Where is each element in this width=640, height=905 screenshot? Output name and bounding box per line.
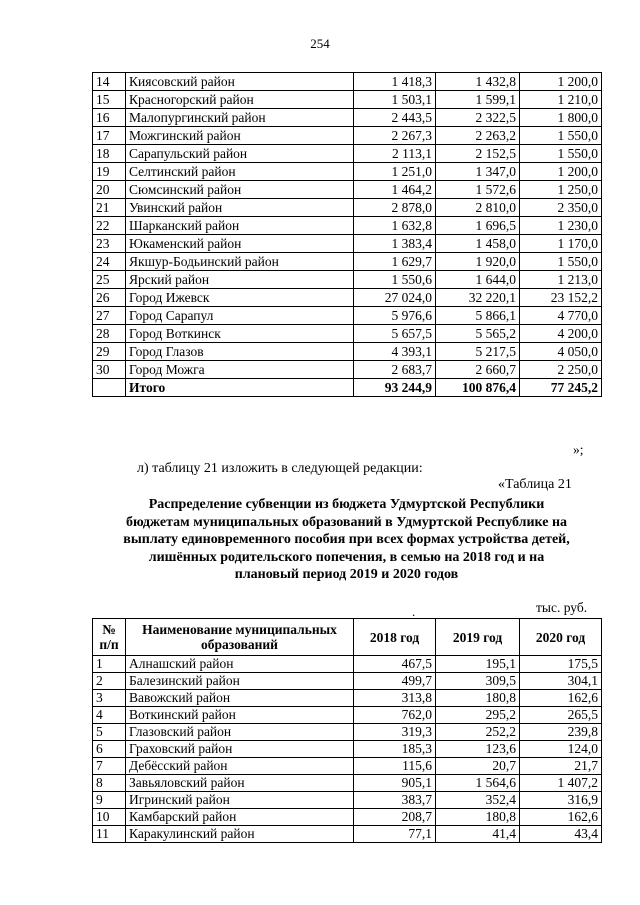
value-2019: 123,6 <box>436 741 520 758</box>
table-row <box>93 343 602 361</box>
value-2020: 162,6 <box>520 809 602 826</box>
total-label: Итого <box>126 379 354 397</box>
value-2018: 2 113,1 <box>354 145 436 163</box>
title-line: лишённых родительского попечения, в семью на 2018 год и на <box>148 549 545 565</box>
value-2020: 304,1 <box>520 673 602 690</box>
value-2018: 762,0 <box>354 707 436 724</box>
row-number: 16 <box>93 109 126 127</box>
value-2018: 905,1 <box>354 775 436 792</box>
table-row <box>93 809 602 826</box>
table-row <box>93 217 602 235</box>
table-row <box>93 741 602 758</box>
value-2018: 2 683,7 <box>354 361 436 379</box>
value-2019: 252,2 <box>436 724 520 741</box>
row-number: 22 <box>93 217 126 235</box>
row-number: 24 <box>93 253 126 271</box>
row-number: 27 <box>93 307 126 325</box>
value-2019: 309,5 <box>436 673 520 690</box>
municipality-name: Шарканский район <box>126 217 354 235</box>
table-title <box>92 496 601 584</box>
value-2019: 5 565,2 <box>436 325 520 343</box>
row-number: 23 <box>93 235 126 253</box>
value-2018: 319,3 <box>354 724 436 741</box>
value-2020: 1 170,0 <box>520 235 602 253</box>
municipality-name: Селтинский район <box>126 163 354 181</box>
municipality-name: Игринский район <box>126 792 354 809</box>
table-row <box>93 91 602 109</box>
municipality-name: Увинский район <box>126 199 354 217</box>
municipality-name: Киясовский район <box>126 73 354 91</box>
table-number-label: «Таблица 21 <box>498 477 572 492</box>
row-number: 2 <box>93 673 126 690</box>
table-row <box>93 109 602 127</box>
header-name: Наименование муниципальных образований <box>126 619 354 656</box>
municipality-name: Глазовский район <box>126 724 354 741</box>
value-2018: 115,6 <box>354 758 436 775</box>
row-number: 9 <box>93 792 126 809</box>
table-row <box>93 253 602 271</box>
value-2018: 1 632,8 <box>354 217 436 235</box>
value-2018: 1 550,6 <box>354 271 436 289</box>
value-2019: 2 152,5 <box>436 145 520 163</box>
value-2020: 1 800,0 <box>520 109 602 127</box>
total-row <box>93 379 602 397</box>
table-21 <box>92 618 602 843</box>
municipality-name: Город Воткинск <box>126 325 354 343</box>
row-number: 5 <box>93 724 126 741</box>
value-2019: 1 696,5 <box>436 217 520 235</box>
value-2019: 32 220,1 <box>436 289 520 307</box>
closing-quote-mark: »; <box>573 442 584 457</box>
table-row <box>93 775 602 792</box>
table-row <box>93 181 602 199</box>
municipality-name: Красногорский район <box>126 91 354 109</box>
value-2020: 4 770,0 <box>520 307 602 325</box>
municipality-name: Алнашский район <box>126 656 354 673</box>
total-2019: 100 876,4 <box>436 379 520 397</box>
value-2020: 162,6 <box>520 690 602 707</box>
value-2019: 1 572,6 <box>436 181 520 199</box>
value-2018: 77,1 <box>354 826 436 843</box>
table-row <box>93 199 602 217</box>
value-2018: 5 976,6 <box>354 307 436 325</box>
municipality-name: Сарапульский район <box>126 145 354 163</box>
page-number: 254 <box>310 36 330 51</box>
amendment-instruction: л) таблицу 21 изложить в следующей редакции: <box>137 461 423 476</box>
value-2020: 23 152,2 <box>520 289 602 307</box>
value-2019: 295,2 <box>436 707 520 724</box>
value-2020: 1 200,0 <box>520 73 602 91</box>
value-2018: 208,7 <box>354 809 436 826</box>
title-line: бюджетам муниципальных образований в Удмуртской Республике на <box>125 514 568 530</box>
value-2018: 1 418,3 <box>354 73 436 91</box>
municipality-name: Юкаменский район <box>126 235 354 253</box>
row-number: 30 <box>93 361 126 379</box>
value-2019: 2 660,7 <box>436 361 520 379</box>
row-number: 14 <box>93 73 126 91</box>
table-row <box>93 163 602 181</box>
table-21-continuation-prev <box>92 72 602 397</box>
value-2020: 1 550,0 <box>520 145 602 163</box>
row-number: 21 <box>93 199 126 217</box>
value-2020: 124,0 <box>520 741 602 758</box>
row-number: 7 <box>93 758 126 775</box>
municipality-name: Город Ижевск <box>126 289 354 307</box>
municipality-name: Вавожский район <box>126 690 354 707</box>
row-number: 25 <box>93 271 126 289</box>
table-row <box>93 235 602 253</box>
header-2019: 2019 год <box>436 619 520 656</box>
value-2018: 499,7 <box>354 673 436 690</box>
value-2020: 239,8 <box>520 724 602 741</box>
row-number: 4 <box>93 707 126 724</box>
municipality-name: Балезинский район <box>126 673 354 690</box>
row-number: 10 <box>93 809 126 826</box>
table-row <box>93 361 602 379</box>
value-2020: 265,5 <box>520 707 602 724</box>
table-row <box>93 73 602 91</box>
table-row <box>93 127 602 145</box>
value-2019: 2 810,0 <box>436 199 520 217</box>
value-2018: 1 383,4 <box>354 235 436 253</box>
value-2019: 41,4 <box>436 826 520 843</box>
total-2020: 77 245,2 <box>520 379 602 397</box>
table-row <box>93 826 602 843</box>
municipality-name: Город Сарапул <box>126 307 354 325</box>
municipality-name: Якшур-Бодьинский район <box>126 253 354 271</box>
municipality-name: Камбарский район <box>126 809 354 826</box>
value-2018: 467,5 <box>354 656 436 673</box>
municipality-name: Дебёсский район <box>126 758 354 775</box>
municipality-name: Ярский район <box>126 271 354 289</box>
municipality-name: Граховский район <box>126 741 354 758</box>
municipality-name: Город Можга <box>126 361 354 379</box>
header-number: № п/п <box>93 619 126 656</box>
value-2020: 1 407,2 <box>520 775 602 792</box>
value-2019: 20,7 <box>436 758 520 775</box>
value-2019: 1 564,6 <box>436 775 520 792</box>
value-2020: 1 210,0 <box>520 91 602 109</box>
table-row <box>93 724 602 741</box>
municipality-name: Воткинский район <box>126 707 354 724</box>
units-label: тыс. руб. <box>536 600 588 615</box>
stray-dot: . <box>412 604 416 619</box>
row-number: 29 <box>93 343 126 361</box>
value-2019: 195,1 <box>436 656 520 673</box>
row-number: 18 <box>93 145 126 163</box>
total-row-number <box>93 379 126 397</box>
value-2020: 1 213,0 <box>520 271 602 289</box>
value-2018: 4 393,1 <box>354 343 436 361</box>
value-2018: 5 657,5 <box>354 325 436 343</box>
value-2020: 1 550,0 <box>520 253 602 271</box>
row-number: 20 <box>93 181 126 199</box>
value-2019: 2 322,5 <box>436 109 520 127</box>
value-2020: 316,9 <box>520 792 602 809</box>
value-2019: 180,8 <box>436 809 520 826</box>
value-2020: 4 200,0 <box>520 325 602 343</box>
table-header-row <box>93 619 602 656</box>
value-2018: 1 251,0 <box>354 163 436 181</box>
table-row <box>93 145 602 163</box>
value-2019: 180,8 <box>436 690 520 707</box>
value-2020: 2 350,0 <box>520 199 602 217</box>
value-2019: 2 263,2 <box>436 127 520 145</box>
total-2018: 93 244,9 <box>354 379 436 397</box>
value-2019: 1 458,0 <box>436 235 520 253</box>
table-row <box>93 673 602 690</box>
value-2020: 1 550,0 <box>520 127 602 145</box>
municipality-name: Малопургинский район <box>126 109 354 127</box>
value-2019: 5 866,1 <box>436 307 520 325</box>
value-2018: 2 878,0 <box>354 199 436 217</box>
value-2018: 185,3 <box>354 741 436 758</box>
value-2020: 1 200,0 <box>520 163 602 181</box>
row-number: 17 <box>93 127 126 145</box>
value-2018: 2 443,5 <box>354 109 436 127</box>
value-2019: 1 599,1 <box>436 91 520 109</box>
value-2020: 175,5 <box>520 656 602 673</box>
value-2018: 2 267,3 <box>354 127 436 145</box>
table-row <box>93 690 602 707</box>
value-2018: 27 024,0 <box>354 289 436 307</box>
row-number: 1 <box>93 656 126 673</box>
value-2018: 313,8 <box>354 690 436 707</box>
municipality-name: Каракулинский район <box>126 826 354 843</box>
table-row <box>93 707 602 724</box>
table-row <box>93 792 602 809</box>
municipality-name: Город Глазов <box>126 343 354 361</box>
row-number: 15 <box>93 91 126 109</box>
header-2020: 2020 год <box>520 619 602 656</box>
value-2019: 1 347,0 <box>436 163 520 181</box>
row-number: 19 <box>93 163 126 181</box>
row-number: 11 <box>93 826 126 843</box>
value-2019: 1 644,0 <box>436 271 520 289</box>
value-2019: 352,4 <box>436 792 520 809</box>
table-row <box>93 271 602 289</box>
title-line: выплату единовременного пособия при всех формах устройства детей, <box>123 532 570 547</box>
table-row <box>93 656 602 673</box>
row-number: 6 <box>93 741 126 758</box>
value-2020: 21,7 <box>520 758 602 775</box>
header-2018: 2018 год <box>354 619 436 656</box>
title-line: Распределение субвенции из бюджета Удмуртской Республики <box>148 497 545 512</box>
value-2018: 1 464,2 <box>354 181 436 199</box>
value-2018: 1 629,7 <box>354 253 436 271</box>
table-row <box>93 289 602 307</box>
value-2020: 43,4 <box>520 826 602 843</box>
table-row <box>93 307 602 325</box>
value-2019: 1 432,8 <box>436 73 520 91</box>
table-row <box>93 325 602 343</box>
row-number: 8 <box>93 775 126 792</box>
row-number: 28 <box>93 325 126 343</box>
value-2020: 2 250,0 <box>520 361 602 379</box>
value-2019: 5 217,5 <box>436 343 520 361</box>
row-number: 26 <box>93 289 126 307</box>
value-2018: 1 503,1 <box>354 91 436 109</box>
value-2020: 1 230,0 <box>520 217 602 235</box>
municipality-name: Сюмсинский район <box>126 181 354 199</box>
value-2019: 1 920,0 <box>436 253 520 271</box>
municipality-name: Завьяловский район <box>126 775 354 792</box>
value-2018: 383,7 <box>354 792 436 809</box>
value-2020: 1 250,0 <box>520 181 602 199</box>
table-row <box>93 758 602 775</box>
title-line: плановый период 2019 и 2020 годов <box>234 567 459 582</box>
value-2020: 4 050,0 <box>520 343 602 361</box>
row-number: 3 <box>93 690 126 707</box>
municipality-name: Можгинский район <box>126 127 354 145</box>
